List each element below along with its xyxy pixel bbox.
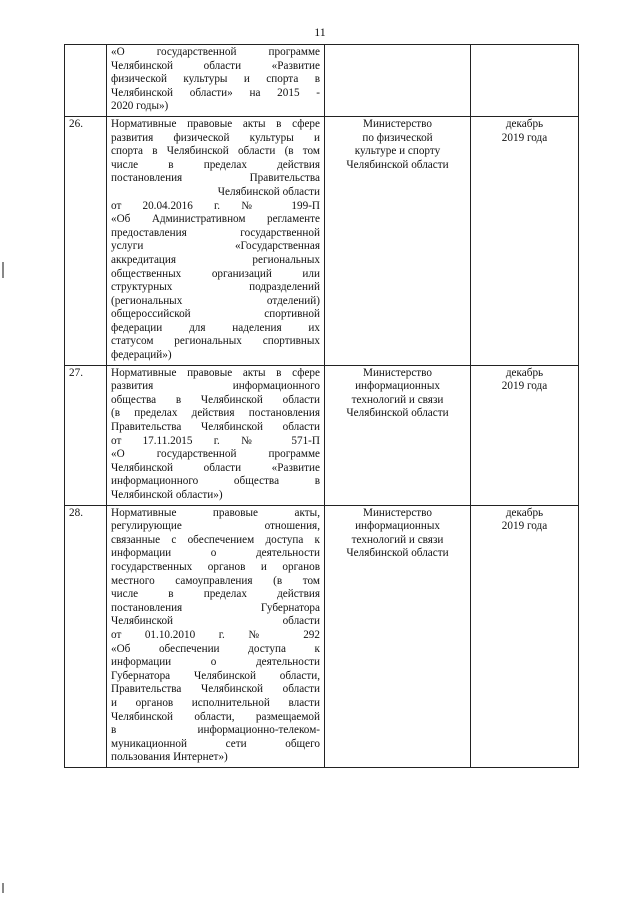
description-line: числе в пределах действия (111, 158, 320, 171)
description-line: услуги «Государственная (111, 240, 320, 253)
deadline-line: 2019 года (501, 520, 548, 533)
description-line: постановления Губернатора (111, 601, 320, 614)
deadline (471, 116, 579, 365)
description-line: муникационной сети общего (111, 737, 320, 750)
responsible-body (325, 505, 471, 767)
table-row (65, 45, 579, 117)
responsible-line: информационных (355, 380, 440, 393)
responsible-line: технологий и связи (351, 533, 444, 546)
description-line: Правительства Челябинской области (111, 421, 320, 434)
row-number: 27. (65, 365, 107, 505)
description-line: Челябинской области «Развитие (111, 59, 320, 72)
description-line: постановления Правительства (111, 172, 320, 185)
scan-artifact (2, 883, 4, 893)
deadline-line: декабрь (505, 117, 544, 130)
responsible-line: Челябинской области (346, 158, 449, 171)
responsible-line: Министерство (363, 117, 432, 130)
description-line: развития физической культуры и (111, 131, 320, 144)
row-number: 28. (65, 505, 107, 767)
deadline (471, 505, 579, 767)
responsible-line: технологий и связи (351, 393, 444, 406)
description-line: «Об обеспечении доступа к (111, 642, 320, 655)
description-line: и органов исполнительной власти (111, 696, 320, 709)
responsible-line: культуре и спорту (354, 145, 441, 158)
deadline (471, 365, 579, 505)
description-line: структурных подразделений (111, 281, 320, 294)
page-number: 11 (314, 25, 326, 39)
row-number (65, 45, 107, 117)
plan-table (64, 44, 579, 768)
deadline-line: декабрь (505, 366, 544, 379)
description-line: Правительства Челябинской области (111, 683, 320, 696)
description-line: общества в Челябинской области (111, 393, 320, 406)
description-line: информации о деятельности (111, 547, 320, 560)
responsible-body (325, 116, 471, 365)
description-line: от 20.04.2016 г. № 199-П (111, 199, 320, 212)
description-line: регулирующие отношения, (111, 520, 320, 533)
description-line: Нормативные правовые акты в сфере (111, 366, 320, 379)
description-line: (в пределах действия постановления (111, 407, 320, 420)
deadline-line: 2019 года (501, 131, 548, 144)
description-line: спорта в Челябинской области (в том (111, 145, 320, 158)
table-row (65, 365, 579, 505)
table-row (65, 116, 579, 365)
description-line: «О государственной программе (111, 448, 320, 461)
act-description (107, 45, 325, 117)
description-line: Нормативные правовые акты, (111, 506, 320, 519)
description-line: развития информационного (111, 380, 320, 393)
responsible-line: Челябинской области (346, 547, 449, 560)
deadline-line: декабрь (505, 506, 544, 519)
description-line: Челябинской области «Развитие (111, 461, 320, 474)
description-line: 2020 годы») (111, 100, 169, 113)
deadline (471, 45, 579, 117)
act-description (107, 505, 325, 767)
description-line: федерации для наделения их (111, 321, 320, 334)
description-line: числе в пределах действия (111, 588, 320, 601)
description-line: от 01.10.2010 г. № 292 (111, 628, 320, 641)
description-line: местного самоуправления (в том (111, 574, 320, 587)
description-line: Челябинской области») (111, 489, 223, 501)
row-number: 26. (65, 116, 107, 365)
description-line: «Об Административном регламенте (111, 213, 320, 226)
description-line: общественных организаций или (111, 267, 320, 280)
description-line: (региональных отделений) (111, 294, 320, 307)
description-line: Губернатора Челябинской области, (111, 669, 320, 682)
responsible-line: Министерство (363, 506, 432, 519)
description-line: связанные с обеспечением доступа к (111, 533, 320, 546)
responsible-body (325, 45, 471, 117)
description-line: предоставления государственной (111, 226, 320, 239)
description-line: в информационно-телеком- (111, 724, 320, 737)
responsible-line: по физической (362, 131, 433, 144)
description-line: аккредитация региональных (111, 253, 320, 266)
description-line: «О государственной программе (111, 46, 320, 58)
description-line: Челябинской области (111, 615, 320, 628)
responsible-line: Челябинской области (346, 407, 449, 420)
description-line: общероссийской спортивной (111, 308, 320, 321)
description-line: Челябинской области, размещаемой (111, 710, 320, 723)
act-description (107, 116, 325, 365)
description-line: Челябинской области (217, 185, 320, 198)
description-line: от 17.11.2015 г. № 571-П (111, 434, 320, 447)
description-line: информационного общества в (111, 475, 320, 488)
description-line: физической культуры и спорта в (111, 73, 320, 86)
act-description (107, 365, 325, 505)
description-line: государственных органов и органов (111, 560, 320, 573)
responsible-line: Министерство (363, 366, 432, 379)
description-line: пользования Интернет») (111, 751, 228, 764)
deadline-line: 2019 года (501, 380, 548, 393)
plan-table-body (65, 45, 579, 768)
description-line: Челябинской области» на 2015 - (111, 86, 320, 99)
table-row (65, 505, 579, 767)
description-line: Нормативные правовые акты в сфере (111, 117, 320, 130)
responsible-line: информационных (355, 520, 440, 533)
description-line: статусом региональных спортивных (111, 335, 320, 348)
responsible-body (325, 365, 471, 505)
description-line: информации о деятельности (111, 656, 320, 669)
description-line: федераций») (111, 349, 172, 362)
scan-artifact (2, 262, 4, 278)
